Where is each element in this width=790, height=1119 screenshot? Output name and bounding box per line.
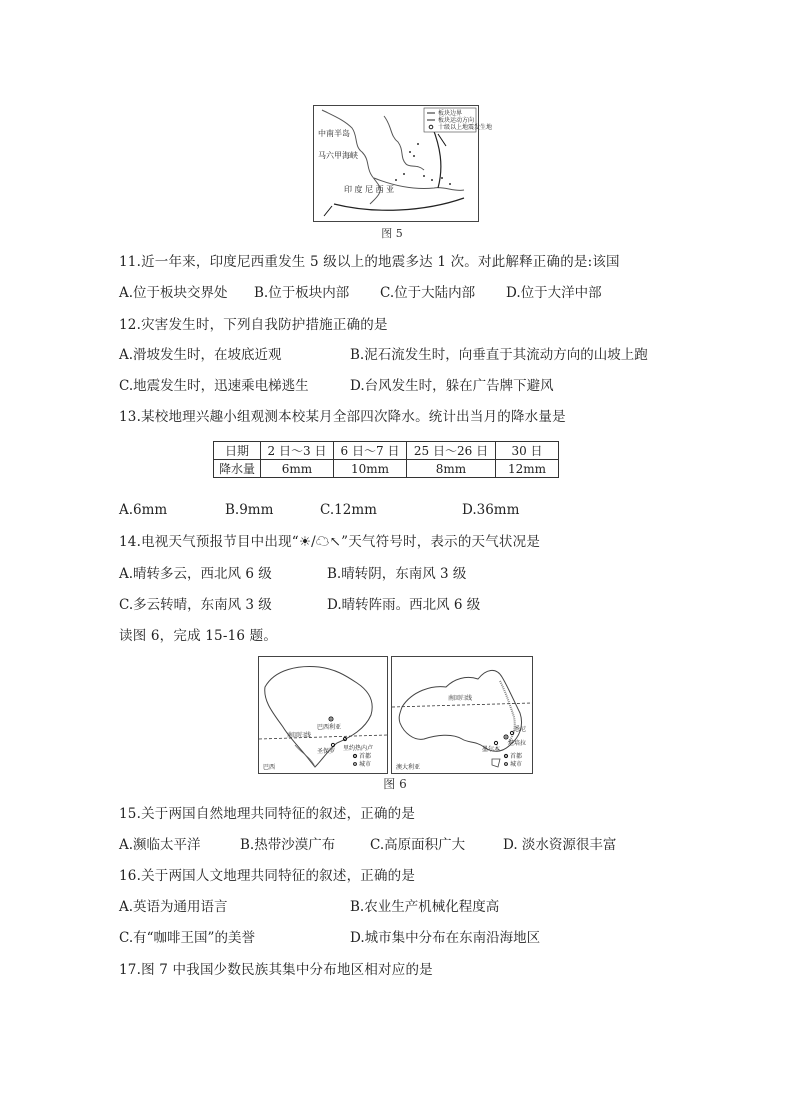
legend-city-br: 城市 [359, 761, 372, 768]
q15-option-c: C.高原面积广大 [370, 837, 466, 853]
table-cell: 6 日～7 日 [334, 442, 407, 460]
figure-6-brazil-map [258, 656, 388, 774]
label-indonesia: 印 度 尼 西 亚 [344, 185, 395, 194]
label-rio: 里约热内卢 [343, 745, 374, 752]
question-11: 11.近一年来，印度尼西重发生 5 级以上的地震多达 1 次。对此解释正确的是:该国 [119, 254, 620, 270]
question-13: 13.某校地理兴趣小组观测本校某月全部四次降水。统计出当月的降水量是 [119, 409, 566, 425]
question-14: 14.电视天气预报节目中出现“☀/☁↖”天气符号时，表示的天气状况是 [119, 534, 541, 550]
label-canberra: 堪培拉 [508, 740, 527, 747]
label-tropic-br: 南回归线 [287, 732, 312, 739]
legend-city-au: 城市 [510, 761, 523, 768]
table-cell: 10mm [334, 460, 407, 478]
q11-option-b: B.位于板块内部 [254, 285, 350, 301]
label-melbourne: 墨尔本 [482, 746, 501, 753]
table-cell: 日期 [214, 442, 261, 460]
table-cell: 6mm [261, 460, 334, 478]
label-sydney: 悉尼 [514, 726, 527, 733]
q12-option-a: A.滑坡发生时，在坡底近观 [119, 347, 282, 363]
australia-map [392, 657, 532, 773]
table-cell: 25 日～26 日 [407, 442, 496, 460]
label-strait: 马六甲海峡 [318, 151, 358, 160]
table-cell: 30 日 [496, 442, 559, 460]
q13-option-a: A.6mm [119, 502, 168, 518]
q11-option-c: C.位于大陆内部 [380, 285, 476, 301]
brazil-map [259, 657, 387, 773]
legend-capital-br: 首都 [359, 753, 372, 760]
q13-option-d: D.36mm [462, 502, 520, 518]
question-16: 16.关于两国人文地理共同特征的叙述，正确的是 [119, 868, 416, 884]
legend-capital-au: 首都 [510, 753, 523, 760]
q14-option-b: B.晴转阴，东南风 3 级 [327, 566, 467, 582]
q12-option-b: B.泥石流发生时，向垂直于其流动方向的山坡上跑 [350, 347, 648, 363]
q14-option-a: A.晴转多云，西北风 6 级 [119, 566, 272, 582]
q14-option-c: C.多云转晴，东南风 3 级 [119, 597, 272, 613]
rainfall-table [213, 441, 559, 478]
q15-option-d: D. 淡水资源很丰富 [503, 837, 617, 853]
table-cell: 降水量 [214, 460, 261, 478]
q11-option-a: A.位于板块交界处 [119, 285, 228, 301]
question-12: 12.灾害发生时，下列自我防护措施正确的是 [119, 317, 388, 333]
figure-6-intro: 读图 6，完成 15-16 题。 [119, 628, 278, 644]
q13-option-b: B.9mm [225, 502, 274, 518]
label-australia: 澳大利亚 [396, 764, 421, 771]
label-saopaulo: 圣保罗 [317, 748, 336, 755]
table-row [214, 460, 559, 478]
question-17: 17.图 7 中我国少数民族其集中分布地区相对应的是 [119, 962, 433, 978]
legend-quake: 十级以上地震发生地 [438, 124, 493, 131]
table-cell: 12mm [496, 460, 559, 478]
q14-option-d: D.晴转阵雨。西北风 6 级 [327, 597, 481, 613]
q16-option-b: B.农业生产机械化程度高 [350, 899, 500, 915]
table-cell: 2 日～3 日 [261, 442, 334, 460]
q13-option-c: C.12mm [320, 502, 377, 518]
southeast-asia-map [314, 106, 493, 221]
q16-option-c: C.有“咖啡王国”的美誉 [119, 930, 255, 946]
label-brazil: 巴西 [263, 764, 276, 771]
label-peninsula: 中南半岛 [318, 129, 350, 138]
q12-option-d: D.台风发生时，躲在广告牌下避风 [350, 378, 554, 394]
figure-5-caption: 图 5 [381, 227, 403, 240]
table-row [214, 442, 559, 460]
figure-6-caption: 图 6 [383, 777, 407, 791]
table-cell: 8mm [407, 460, 496, 478]
q15-option-a: A.濒临太平洋 [119, 837, 201, 853]
q15-option-b: B.热带沙漠广布 [240, 837, 336, 853]
figure-6-australia-map [391, 656, 533, 774]
label-tropic-au: 南回归线 [448, 695, 473, 702]
legend-boundary: 板块边界 [438, 110, 463, 117]
legend-motion: 板块运动方向 [438, 117, 475, 124]
q16-option-d: D.城市集中分布在东南沿海地区 [350, 930, 541, 946]
q11-option-d: D.位于大洋中部 [506, 285, 602, 301]
q16-option-a: A.英语为通用语言 [119, 899, 228, 915]
question-15: 15.关于两国自然地理共同特征的叙述，正确的是 [119, 806, 416, 822]
figure-5-map [313, 105, 493, 222]
q12-option-c: C.地震发生时，迅速乘电梯逃生 [119, 378, 309, 394]
label-brasilia: 巴西利亚 [317, 724, 342, 731]
